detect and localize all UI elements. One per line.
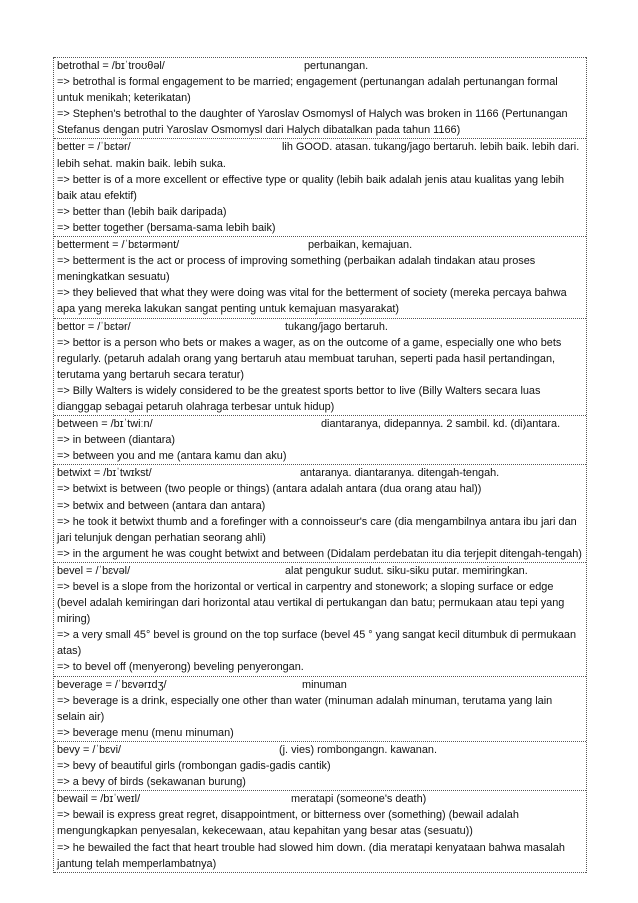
entry-example-line: => betrothal is formal engagement to be married; engagement (pertunangan adalah pertunangan formal untuk menikah; keterikatan) <box>57 76 558 105</box>
entry-headline <box>57 237 583 253</box>
entry-headline <box>57 677 583 693</box>
entry-example-line: => better is of a more excellent or effective type or quality (lebih baik adalah jenis atau kualitas yang lebih baik atau efektif) <box>57 173 565 202</box>
entry-meaning: tukang/jago bertaruh. <box>285 320 388 333</box>
headword: betrothal = /bɪˈtroʊθəl/ <box>57 60 165 72</box>
entry-example-line: => bevy of beautiful girls (rombongan gadis-gadis cantik) <box>57 760 331 773</box>
dictionary-entry <box>54 464 586 562</box>
entry-example-line: => he took it betwixt thumb and a forefinger with a connoisseur's care (dia mengambilnya antara ibu jari dan jari telunjuk dengan perhatian seorang ahli) <box>57 515 577 544</box>
dictionary-entry <box>54 562 586 676</box>
entry-headline <box>57 742 583 758</box>
headword: betterment = /ˈbɛtərmənt/ <box>57 239 180 252</box>
entry-meaning: diantaranya, didepannya. 2 sambil. kd. (di)antara. <box>321 418 561 431</box>
dictionary-page <box>53 57 587 873</box>
dictionary-entry <box>54 57 586 138</box>
entry-headline <box>57 319 583 335</box>
entry-headline <box>57 563 583 579</box>
entry-headline <box>57 791 583 807</box>
headword: betwixt = /bɪˈtwɪkst/ <box>57 467 152 480</box>
dictionary-entry <box>54 415 586 464</box>
headword: bewail = /bɪˈweɪl/ <box>57 793 141 806</box>
entry-headline <box>57 416 583 432</box>
headword: between = /bɪˈtwiːn/ <box>57 418 153 431</box>
entry-example-line: => he bewailed the fact that heart trouble had slowed him down. (dia meratapi kenyataan bahwa masalah jantung telah memperlambatnya) <box>57 841 565 870</box>
entry-example-line: => betterment is the act or process of improving something (perbaikan adalah tindakan atau proses meningkatkan sesuatu) <box>57 255 536 284</box>
dictionary-entry <box>54 138 586 236</box>
entry-example-line: => Billy Walters is widely considered to be the greatest sports bettor to live (Billy Walters secara luas dianggap sebagai petaruh olahraga terbesar untuk hidup) <box>57 384 541 413</box>
headword: better = /ˈbɛtər/ <box>57 141 131 154</box>
entry-example-line: => betwix and between (antara dan antara) <box>57 499 266 512</box>
entry-example-line: => beverage is a drink, especially one other than water (minuman adalah minuman, terutama yang lain selain air) <box>57 694 553 723</box>
entry-example-line: => between you and me (antara kamu dan aku) <box>57 450 287 463</box>
entry-example-line: => bevel is a slope from the horizontal or vertical in carpentry and stonework; a sloping surface or edge (bevel adalah kemiringan dari horizontal atau vertikal di pertukangan dan batu; permukaan atau tepi yang miring) <box>57 581 565 626</box>
entry-example-line: => better together (bersama-sama lebih baik) <box>57 221 276 234</box>
dictionary-entry <box>54 236 586 317</box>
entry-example-line: => in between (diantara) <box>57 434 176 447</box>
entry-meaning: alat pengukur sudut. siku-siku putar. memiringkan. <box>285 564 528 577</box>
entry-example-line: => they believed that what they were doing was vital for the betterment of society (mereka percaya bahwa apa yang mereka lakukan sangat penting untuk kemajuan masyarakat) <box>57 287 567 316</box>
entry-meaning: meratapi (someone's death) <box>291 793 427 806</box>
entry-example-line: => in the argument he was cought betwixt and between (Didalam perdebatan itu dia terjepit ditengah-tengah) <box>57 547 582 560</box>
entry-example-line: => beverage menu (menu minuman) <box>57 726 234 739</box>
entry-headline <box>57 465 583 481</box>
headword: bevy = /ˈbɛvi/ <box>57 743 122 756</box>
entry-example-line: => a very small 45° bevel is ground on the top surface (bevel 45 ° yang sangat kecil ditumbuk di permukaan atas) <box>57 629 577 658</box>
dictionary-entry <box>54 741 586 790</box>
entry-meaning: perbaikan, kemajuan. <box>308 239 413 252</box>
headword: bettor = /ˈbɛtər/ <box>57 320 131 333</box>
entry-example-line: => Stephen's betrothal to the daughter of Yaroslav Osmomysl of Halych was broken in 1166 (Pertunangan Stefanus dengan putri Yaroslav Osmomysl dari Halych dibatalkan pada tahun 1166) <box>57 108 568 137</box>
entry-meaning: pertunangan. <box>304 60 369 72</box>
entry-headline <box>57 58 583 74</box>
entry-example-line: => bettor is a person who bets or makes a wager, as on the outcome of a game, especially one who bets regularly. (petaruh adalah orang yang bertaruh atau membuat taruhan, seperti pada hasil pertandingan, terutama yang bertaruh secara teratur) <box>57 336 562 381</box>
entry-meaning: (j. vies) rombongangn. kawanan. <box>279 743 437 756</box>
entry-headline <box>57 139 583 171</box>
entry-meaning: lih GOOD. atasan. tukang/jago bertaruh. lebih baik. lebih dari. lebih sehat. makin baik. lebih suka. <box>57 141 580 170</box>
dictionary-entry <box>54 318 586 416</box>
entry-example-line: => to bevel off (menyerong) beveling penyerongan. <box>57 661 304 674</box>
headword: beverage = /ˈbɛvərɪdʒ/ <box>57 678 167 691</box>
entry-example-line: => bewail is express great regret, disappointment, or bitterness over (something) (bewail adalah mengungkapkan penyesalan, kekecewaan, atau kepahitan yang besar atas (sesuatu)) <box>57 809 519 838</box>
dictionary-entry <box>54 676 586 741</box>
entry-example-line: => betwixt is between (two people or things) (antara adalah antara (dua orang atau hal)) <box>57 483 482 496</box>
entry-meaning: minuman <box>302 678 347 691</box>
dictionary-entry <box>54 790 586 872</box>
entry-example-line: => better than (lebih baik daripada) <box>57 205 227 218</box>
entry-example-line: => a bevy of birds (sekawanan burung) <box>57 776 246 789</box>
headword: bevel = /ˈbɛvəl/ <box>57 564 131 577</box>
entry-meaning: antaranya. diantaranya. ditengah-tengah. <box>300 467 500 480</box>
